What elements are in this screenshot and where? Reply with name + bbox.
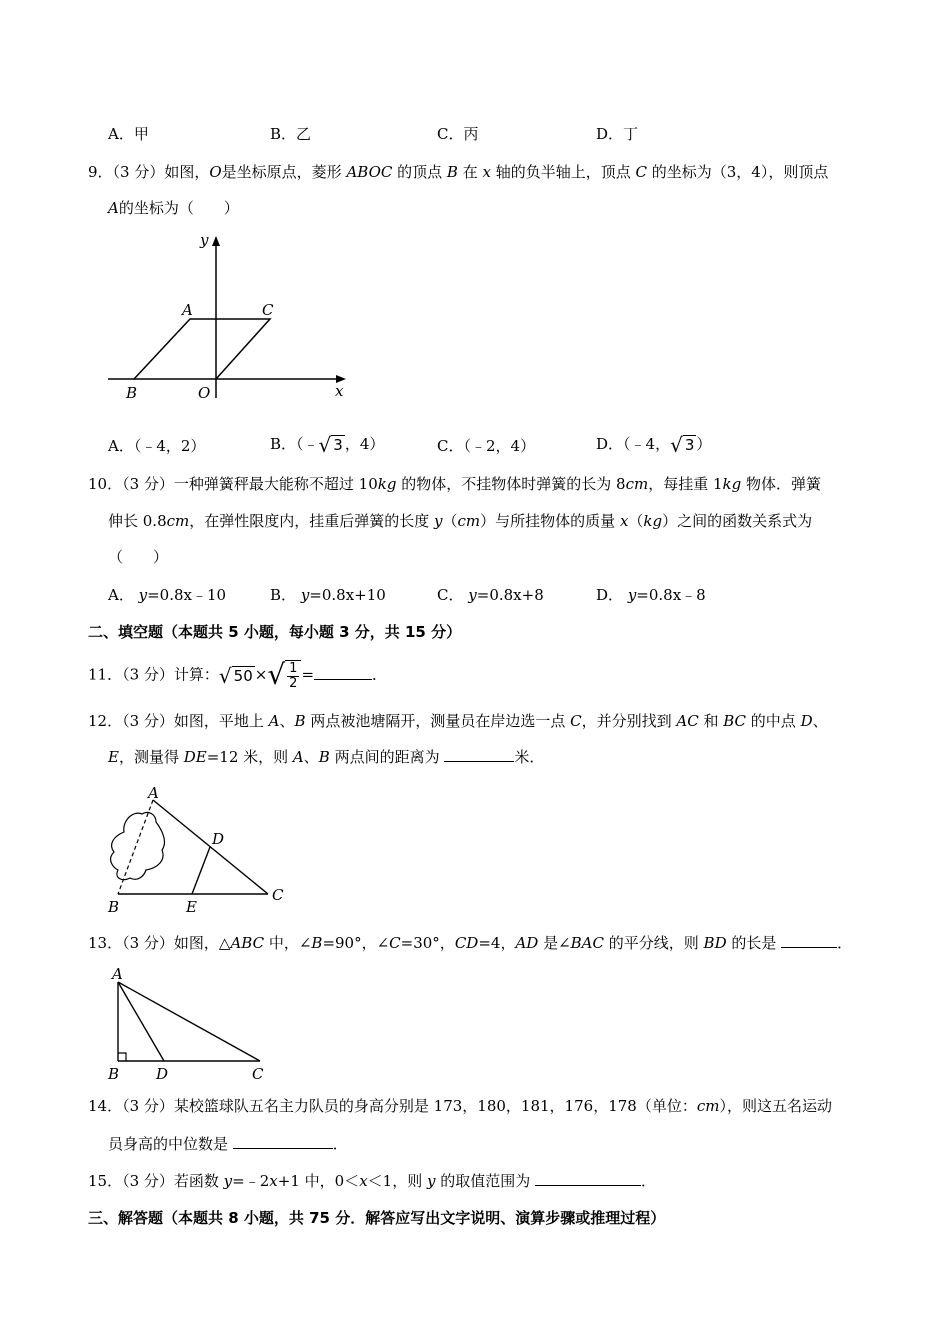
q9-label-a: A [182, 301, 193, 319]
q9-label-x: x [335, 382, 344, 400]
q13-label-a: A [112, 965, 123, 983]
q10-stem-line3: （ ） [108, 548, 169, 566]
q9-option-d: D．（﹣4， √ 3 ） [596, 433, 712, 457]
q10-option-c: C． y=0.8x+8 [437, 586, 544, 604]
q9-option-d-sqrt: √ 3 [670, 433, 695, 457]
section-3-heading: 三、解答题（本题共 8 小题，共 75 分．解答应写出文字说明、演算步骤或推理过程） [88, 1209, 666, 1227]
q10-stem-line2: 伸长 0.8cm，在弹性限度内，挂重后弹簧的长度 y（cm）与所挂物体的质量 x（kg）之间的函数关系式为 [108, 512, 813, 530]
q9-stem-line1: 9．（3 分）如图，O是坐标原点，菱形 ABOC 的顶点 B 在 x 轴的负半轴上，顶点 C 的坐标为（3，4），则顶点 [88, 163, 829, 181]
q8-option-b: B．乙 [270, 125, 312, 143]
q12-label-d: D [212, 830, 225, 848]
q10-option-d: D． y=0.8x﹣8 [596, 586, 706, 604]
q12-figure-pond-triangle [100, 782, 300, 917]
q11-answer-blank[interactable] [314, 665, 372, 680]
q8-option-d: D．丁 [596, 125, 639, 143]
q12-label-e: E [186, 898, 197, 916]
q11-stem: 11．（3 分）计算： √ 50 × √ $\frac{1}{2}$ = ． [88, 658, 388, 691]
q14-answer-blank[interactable] [233, 1134, 333, 1149]
q9-option-a: A．（﹣4，2） [108, 437, 206, 455]
q13-stem: 13．（3 分）如图，△ABC 中，∠B=90°，∠C=30°，CD=4，AD 是∠BAC 的平分线，则 BD 的长是 ． [88, 934, 853, 952]
q12-label-a: A [148, 784, 159, 802]
q15-stem: 15．（3 分）若函数 y=﹣2x+1 中，0＜x＜1，则 y 的取值范围为 ． [88, 1172, 657, 1190]
q11-sqrt-half: √ $\frac{1}{2}$ [267, 660, 301, 691]
q9-stem-line2: A的坐标为（ ） [108, 199, 239, 217]
q12-label-c: C [272, 886, 284, 904]
q10-stem-line1: 10．（3 分）一种弹簧秤最大能称不超过 10kg 的物体，不挂物体时弹簧的长为 8cm，每挂重 1kg 物体．弹簧 [88, 475, 821, 493]
q10-option-b: B． y=0.8x+10 [270, 586, 386, 604]
q9-option-c: C．（﹣2，4） [437, 437, 536, 455]
q10-option-a: A． y=0.8x﹣10 [108, 586, 227, 604]
q9-option-b: B．（﹣ √ 3 ，4） [270, 433, 385, 457]
q9-label-y: y [200, 231, 209, 249]
q12-label-b: B [108, 898, 120, 916]
q9-label-o: O [198, 384, 211, 402]
q11-sqrt-50: √ 50 [218, 663, 253, 688]
q14-stem-line2: 员身高的中位数是 ． [108, 1135, 348, 1153]
section-2-heading: 二、填空题（本题共 5 小题，每小题 3 分，共 15 分） [88, 623, 462, 641]
q13-answer-blank[interactable] [781, 933, 837, 948]
q13-figure-right-triangle [100, 962, 280, 1087]
q9-label-c: C [262, 301, 274, 319]
q14-stem-line1: 14．（3 分）某校篮球队五名主力队员的身高分别是 173，180，181，176，178（单位：cm），则这五名运动 [88, 1097, 832, 1115]
q13-label-c: C [252, 1065, 264, 1083]
q13-label-d: D [156, 1065, 169, 1083]
q13-label-b: B [108, 1065, 120, 1083]
q15-answer-blank[interactable] [535, 1171, 641, 1186]
q12-answer-blank[interactable] [444, 747, 514, 762]
q12-stem-line2: E，测量得 DE=12 米，则 A、B 两点间的距离为 米． [108, 748, 545, 766]
q8-option-a: A．甲 [108, 125, 149, 143]
q9-label-b: B [126, 384, 138, 402]
q9-figure-rhombus [100, 228, 360, 408]
q12-stem-line1: 12．（3 分）如图，平地上 A、B 两点被池塘隔开，测量员在岸边选一点 C，并分别找到 AC 和 BC 的中点 D、 [88, 712, 828, 730]
q9-option-b-sqrt: √ 3 [318, 433, 343, 457]
q8-option-c: C．丙 [437, 125, 479, 143]
